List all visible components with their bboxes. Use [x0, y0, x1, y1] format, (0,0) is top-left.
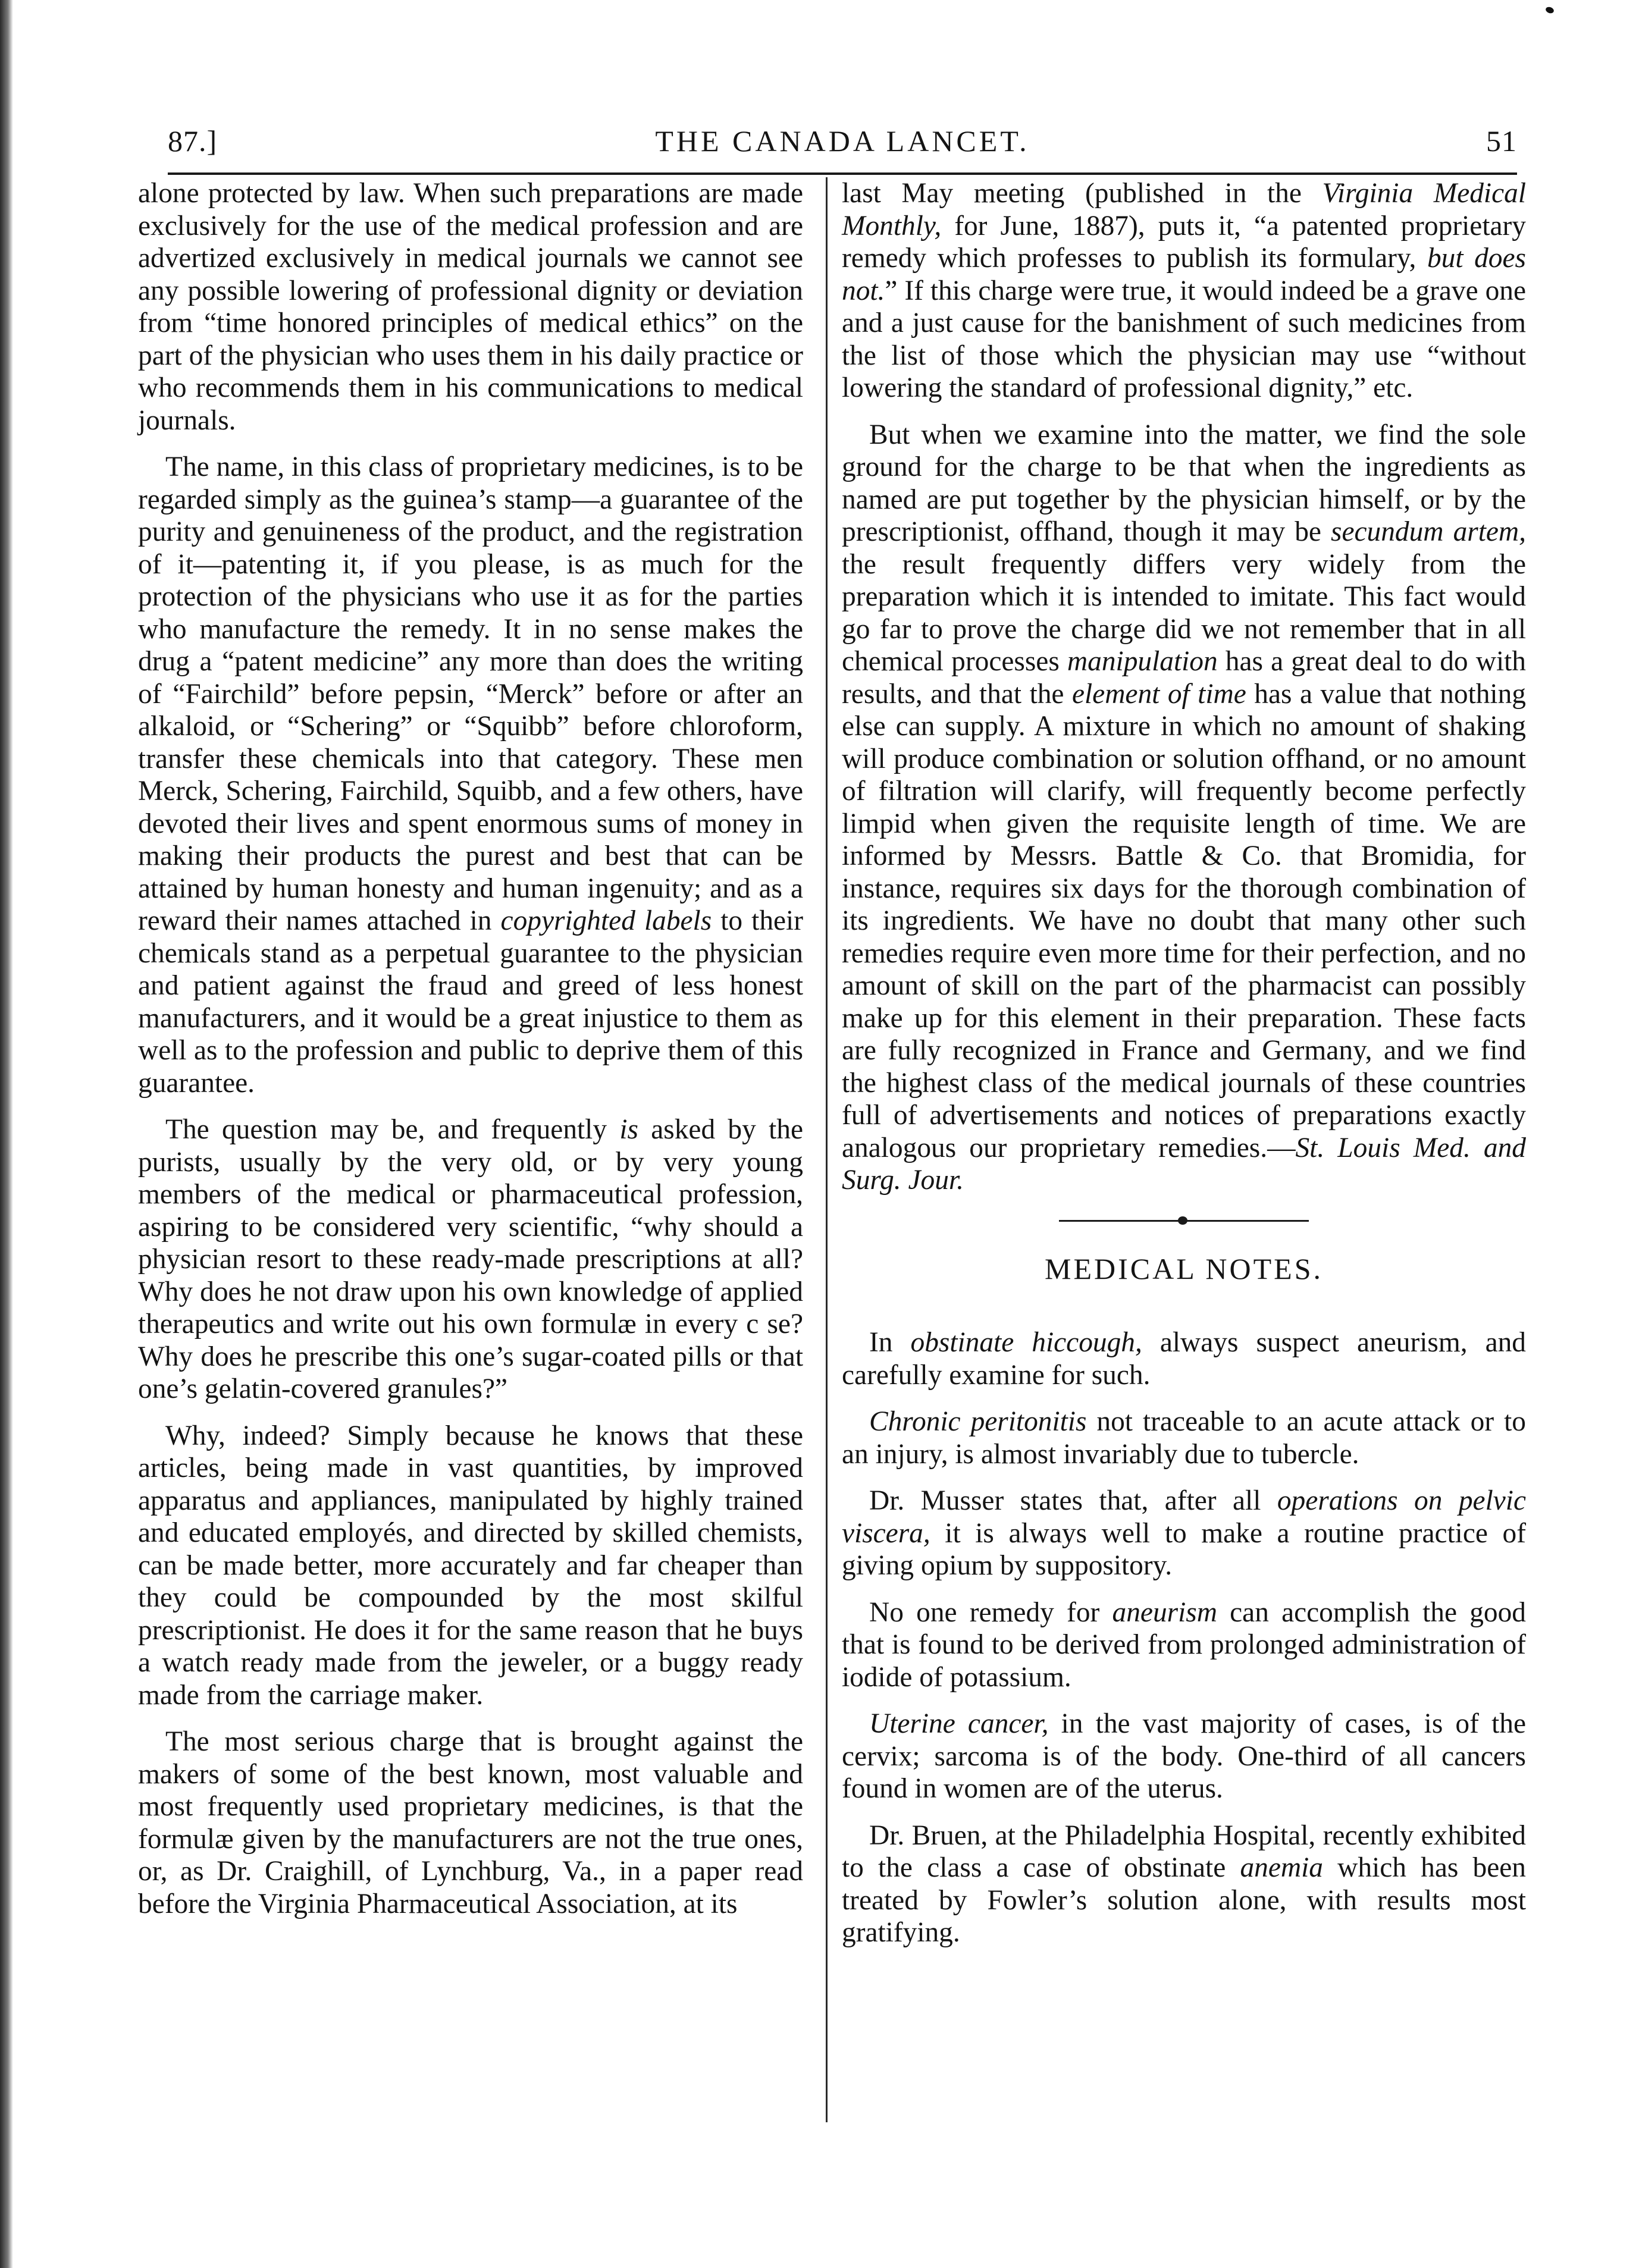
medical-note: Chronic peritonitis not traceable to an acute attack or to an injury, is almost invariably due to tubercle.: [842, 1406, 1526, 1470]
paragraph: The name, in this class of proprietary medicines, is to be regarded simply as the guinea’s stamp—a guarantee of the purity and genuineness of the product, and the registration of it—patenting it, if you please, is as much for the protection of the physicians who use it as for the parties who manufacture the remedy. It in no sense makes the drug a “patent medicine” any more than does the writing of “Fairchild” before pepsin, “Merck” before or after an alkaloid, or “Schering” or “Squibb” before chloroform, transfer these chemicals into that category. These men Merck, Schering, Fairchild, Squibb, and a few others, have devoted their lives and spent enormous sums of money in making their products the purest and best that can be attained by human honesty and human ingenuity; and as a reward their names attached in copyrighted labels to their chemicals stand as a perpetual guarantee to the physician and patient against the fraud and greed of less honest manufacturers, and it would be a great injustice to them as well as to the profession and public to deprive them of this guarantee.: [138, 451, 803, 1099]
source-citation: St. Louis Med. and Surg. Jour.: [842, 1132, 1526, 1196]
ink-speck: [1545, 6, 1555, 14]
paragraph: But when we examine into the matter, we find the sole ground for the charge to be that when the ingredients as named are put together by the physician himself, or by the prescriptionist, offhand, though it may be secundum artem, the result frequently differs very widely from the preparation which it is intended to imitate. This fact would go far to prove the charge did we not remember that in all chemical processes manipulation has a great deal to do with results, and that the element of time has a value that nothing else can supply. A mixture in which no amount of shaking will produce combination or solution offhand, or no amount of filtration will clarify, will frequently become perfectly limpid when given the requisite length of time. We are informed by Messrs. Battle & Co. that Bromidia, for instance, requires six days for the thorough combination of its ingredients. We have no doubt that many other such remedies require even more time for their perfection, and no amount of skill on the part of the pharmacist can possibly make up for this element in their preparation. These facts are fully recognized in France and Germany, and we find the highest class of the medical journals of these countries full of advertisements and notices of preparations exactly analogous our proprietary remedies.—St. Louis Med. and Surg. Jour.: [842, 419, 1527, 1196]
medical-note: Uterine cancer, in the vast majority of cases, is of the cervix; sarcoma is of the body. One-third of all cancers found in women are of the uterus.: [842, 1708, 1526, 1804]
header-folio: 87.]: [168, 124, 218, 158]
paragraph: Why, indeed? Simply because he knows that these articles, being made in vast quantities, by improved apparatus and appliances, manipulated by highly trained and educated employés, and directed by skilled chemists, can be made better, more accurately and far cheaper than they could be compounded by the most skilful prescriptionist. He does it for the same reason that he buys a watch ready made from the jeweler, or a buggy ready made from the carriage maker.: [138, 1420, 803, 1711]
section-ornament: [842, 1211, 1526, 1229]
header-rule: [168, 172, 1517, 175]
medical-note: No one remedy for aneurism can accomplish the good that is found to be derived from prolonged administration of iodide of potassium.: [842, 1596, 1526, 1693]
page-edge-shadow: [0, 0, 13, 2268]
column-divider: [826, 177, 828, 2122]
paragraph: alone protected by law. When such preparations are made exclusively for the use of the medical profession and are advertized exclusively in medical journals we cannot see any possible lowering of professional dignity or deviation from “time honored principles of medical ethics” on the part of the physician who uses them in his daily practice or who recommends them in his communications to medical journals.: [138, 178, 803, 436]
paragraph: last May meeting (published in the Virginia Medical Monthly, for June, 1887), puts it, “a patented proprietary remedy which professes to publish its formulary, but does not.” If this charge were true, it would indeed be a grave one and a just cause for the banishment of such medicines from the list of those which the physician may use “without lowering the standard of professional dignity,” etc.: [842, 178, 1526, 403]
paragraph: The question may be, and frequently is asked by the purists, usually by the very old, or by very young members of the medical or pharmaceutical profession, aspiring to be considered very scientific, “why should a physician resort to these ready-made prescriptions at all? Why does he not draw upon his own knowledge of applied therapeutics and write out his own formulæ in every c se? Why does he prescribe this one’s sugar-coated pills or that one’s gelatin-covered granules?”: [138, 1114, 804, 1404]
section-title: MEDICAL NOTES.: [1044, 1251, 1323, 1285]
paragraph: The most serious charge that is brought against the makers of some of the best known, most valuable and most frequently used proprietary medicines, is that the formulæ given by the manufacturers are not the true ones, or, as Dr. Craighill, of Lynchburg, Va., in a paper read before the Virginia Pharmaceutical Association, at its: [138, 1726, 803, 1919]
medical-note: Dr. Musser states that, after all operations on pelvic viscera, it is always well to make a routine practice of giving opium by suppository.: [842, 1485, 1526, 1581]
page-number: 51: [1486, 124, 1517, 158]
medical-note: In obstinate hiccough, always suspect aneurism, and carefully examine for such.: [842, 1327, 1527, 1391]
running-header: [168, 124, 1517, 171]
journal-title: THE CANADA LANCET.: [655, 124, 1030, 158]
medical-note: Dr. Bruen, at the Philadelphia Hospital, recently exhibited to the class a case of obstinate anemia which has been treated by Fowler’s solution alone, with results most gratifying.: [842, 1820, 1526, 1948]
left-column: [138, 177, 803, 1920]
right-column: [842, 177, 1526, 1949]
